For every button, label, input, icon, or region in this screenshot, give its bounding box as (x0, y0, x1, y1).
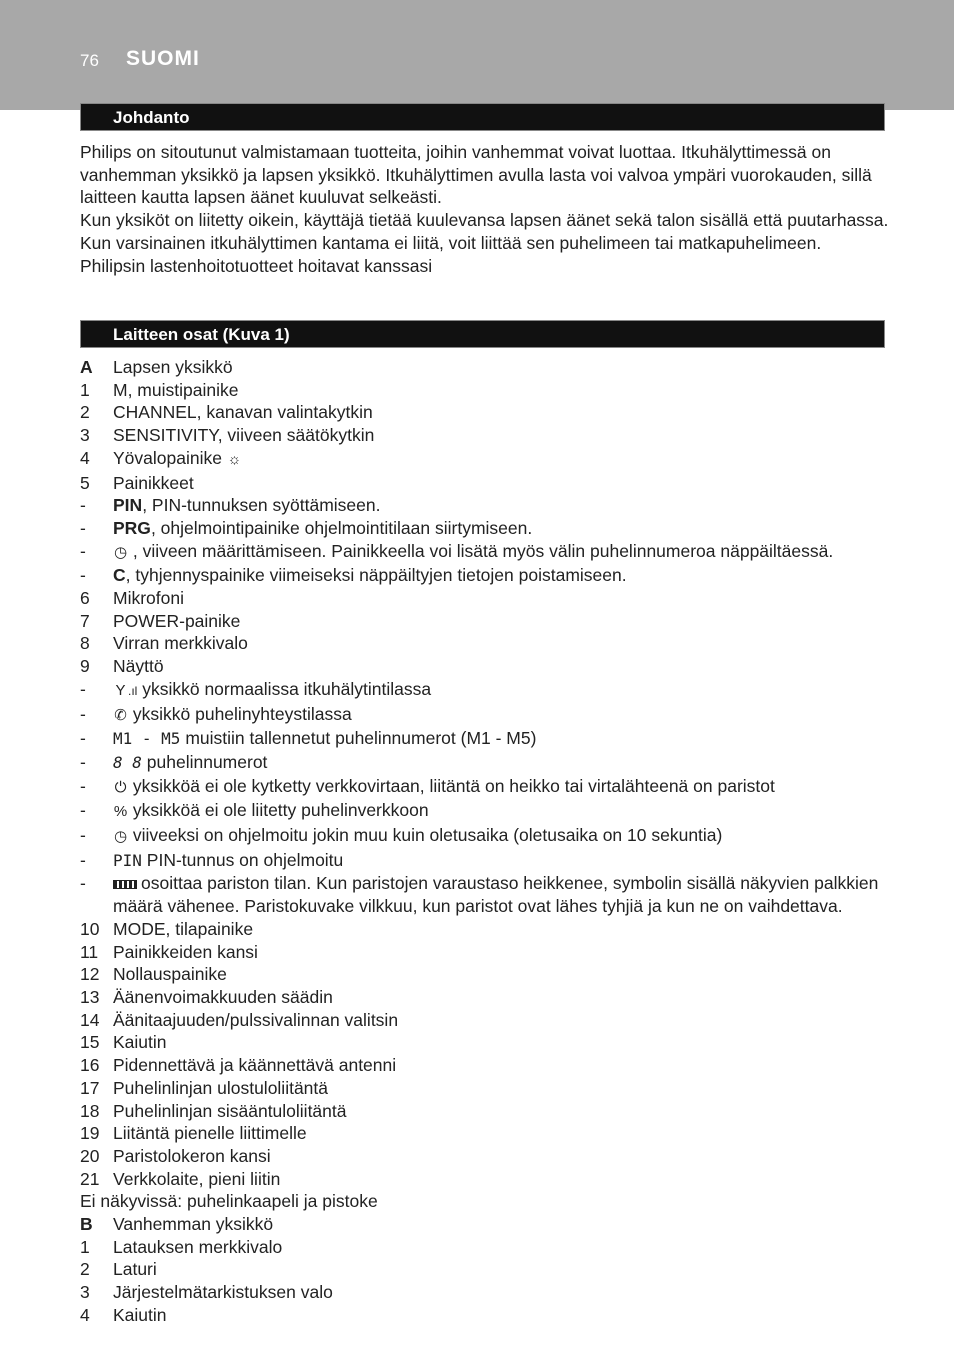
list-item: 11 Painikkeiden kansi (80, 941, 258, 962)
list-item: - Y .ıl yksikkö normaalissa itkuhälytintilassa (80, 678, 895, 703)
list-item: - PRG, ohjelmointipainike ohjelmointitilaan siirtymiseen. (80, 517, 533, 538)
list-item: 17 Puhelinlinjan ulostuloliitäntä (80, 1077, 329, 1098)
battery-icon (113, 880, 137, 889)
list-item: 5 Painikkeet (80, 472, 194, 493)
list-item: 4 Yövalopainike ☼ (80, 447, 895, 472)
list-item: - % yksikköä ei ole liitetty puhelinverkkoon (80, 799, 895, 824)
memory-lcd-code: M1 - M5 (113, 729, 181, 749)
list-item: 4 Kaiutin (80, 1304, 167, 1325)
list-item: 3 SENSITIVITY, viiveen säätökytkin (80, 425, 375, 446)
list-item: 1 M, muistipainike (80, 379, 239, 400)
list-item: 18 Puhelinlinjan sisääntuloliitäntä (80, 1100, 347, 1121)
list-item: 6 Mikrofoni (80, 588, 184, 609)
list-item: B Vanhemman yksikkö (80, 1214, 274, 1235)
list-item: - 8 8 puhelinnumerot (80, 751, 268, 772)
language-title: SUOMI (126, 47, 200, 70)
pin-lcd-code: PIN (113, 850, 142, 870)
list-item: - PIN, PIN-tunnuksen syöttämiseen. (80, 495, 381, 516)
list-item: 12 Nollauspainike (80, 964, 227, 985)
list-item: 15 Kaiutin (80, 1032, 167, 1053)
no-mains-plug-icon: ⏻ (114, 778, 127, 796)
header-band (0, 0, 954, 110)
section-title: Johdanto (113, 108, 190, 127)
list-item: 8 Virran merkkivalo (80, 633, 248, 654)
list-item: 3 Järjestelmätarkistuksen valo (80, 1282, 333, 1303)
list-item: - ◷ viiveeksi on ohjelmoitu jokin muu kuin oletusaika (oletusaika on 10 sekuntia) (80, 824, 895, 849)
list-item: 9 Näyttö (80, 656, 164, 677)
intro-paragraph: Philips on sitoutunut valmistamaan tuotteita, joihin vanhemmat voivat luottaa. Itkuhälyttimessä on vanhemman yksikkö ja lapsen yksikkö. Itkuhälyttimen avulla lasta voi valvoa ympäri vuorokauden, sillä laitteen kautta lapsen äänet kuuluvat selkeästi. (80, 142, 872, 208)
list-item: 2 Laturi (80, 1259, 157, 1280)
no-phone-line-icon: % (113, 803, 128, 821)
list-item: 16 Pidennettävä ja käännettävä antenni (80, 1055, 397, 1076)
list-item: 19 Liitäntä pienelle liittimelle (80, 1123, 307, 1144)
digits-lcd-code: 8 8 (113, 752, 142, 772)
list-note: Ei näkyvissä: puhelinkaapeli ja pistoke (80, 1191, 378, 1212)
clock-icon: ◷ (113, 828, 128, 846)
section-heading-johdanto (80, 103, 885, 131)
clock-icon: ◷ (113, 543, 128, 561)
signal-strength-icon: Y (115, 681, 126, 699)
list-item: 20 Paristolokeron kansi (80, 1145, 271, 1166)
list-item: 10 MODE, tilapainike (80, 918, 254, 939)
intro-paragraph: Kun yksiköt on liitetty oikein, käyttäjä tietää kuulevansa lapsen äänet sekä talon sisällä että puutarhassa. Kun varsinainen itkuhälyttimen kantama ei liitä, voit liittää sen puhelimeen tai matkapuhelimeen. (80, 210, 889, 253)
list-item: - PIN PIN-tunnus on ohjelmoitu (80, 849, 344, 870)
list-item: A Lapsen yksikkö (80, 357, 233, 377)
list-item: 14 Äänitaajuuden/pulssivalinnan valitsin (80, 1009, 399, 1030)
list-item: 1 Latauksen merkkivalo (80, 1236, 283, 1257)
list-item: 2 CHANNEL, kanavan valintakytkin (80, 402, 373, 423)
intro-text (80, 141, 890, 277)
list-item: 7 POWER-painike (80, 610, 241, 631)
list-item: - osoittaa pariston tilan. Kun paristojen varaustaso heikkenee, symbolin sisällä näkyvien palkkien määrä vähenee. Paristokuvake vilkkuu, kun paristot ovat lähes tyhjiä ja kun ne on vaihdettava. (80, 873, 879, 917)
list-item: - M1 - M5 muistiin tallennetut puhelinnumerot (M1 - M5) (80, 728, 537, 749)
list-item: 13 Äänenvoimakkuuden säädin (80, 986, 333, 1007)
list-item: - ◷ , viiveen määrittämiseen. Painikkeella voi lisätä myös välin puhelinnumeroa näppäiltäessä. (80, 540, 895, 565)
page-number: 76 (80, 51, 99, 70)
parts-list (80, 356, 895, 1327)
list-item: - ⏻ yksikköä ei ole kytketty verkkovirtaan, liitäntä on heikko tai virtalähteenä on paristot (80, 775, 895, 800)
list-item: - ✆ yksikkö puhelinyhteystilassa (80, 703, 895, 728)
phone-handset-icon: ✆ (114, 706, 127, 724)
list-item: - C, tyhjennyspainike viimeiseksi näppäiltyjen tietojen poistamiseen. (80, 565, 627, 586)
section-title: Laitteen osat (Kuva 1) (113, 325, 290, 344)
night-light-icon: ☼ (227, 450, 242, 468)
intro-paragraph: Philipsin lastenhoitotuotteet hoitavat kanssasi (80, 255, 433, 276)
section-heading-parts (80, 320, 885, 348)
list-item: 21 Verkkolaite, pieni liitin (80, 1168, 281, 1189)
